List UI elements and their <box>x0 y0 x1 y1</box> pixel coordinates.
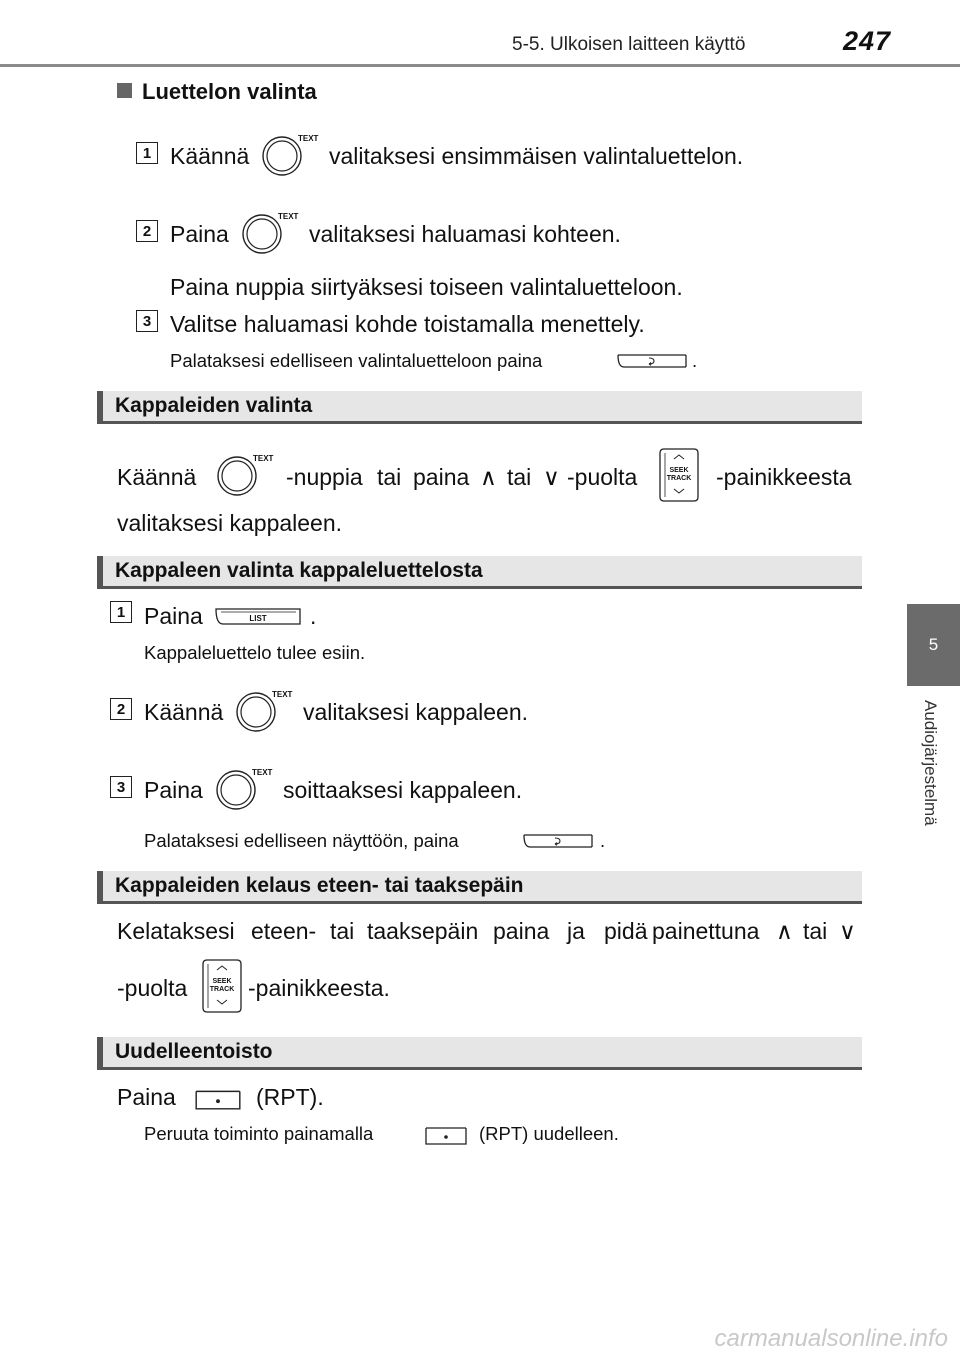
body-word: Kelataksesi <box>117 918 235 944</box>
step-end: . <box>310 603 317 629</box>
body-word: eteen- <box>251 918 317 944</box>
section-title: 5-5. Ulkoisen laitteen käyttö <box>512 34 746 55</box>
text-knob-icon <box>260 132 320 176</box>
text-knob-icon <box>215 452 275 496</box>
back-button-icon <box>522 832 594 850</box>
note-text: Peruuta toiminto painamalla <box>144 1123 374 1144</box>
body-word: -nuppia <box>286 464 363 490</box>
seek-track-button-icon <box>658 447 700 503</box>
note-end: . <box>692 350 698 371</box>
body-word: tai <box>803 918 828 944</box>
step-text: Paina <box>144 777 203 803</box>
watermark: carmanualsonline.info <box>714 1325 948 1352</box>
body-word: tai <box>507 464 532 490</box>
step-text: Käännä <box>144 699 224 725</box>
section-heading-song-select: Kappaleiden valinta <box>97 391 862 424</box>
list-label: LIST <box>249 614 267 623</box>
track-label: TRACK <box>666 475 692 482</box>
body-word: tai <box>377 464 402 490</box>
section-heading-repeat: Uudelleentoisto <box>97 1037 862 1070</box>
note-end: . <box>600 830 606 851</box>
step-text: Käännä <box>170 143 250 169</box>
text-knob-icon <box>234 688 294 732</box>
step-extra-text: Paina nuppia siirtyäksesi toiseen valintaluetteloon. <box>170 274 683 300</box>
body-word: Käännä <box>117 464 197 490</box>
body-word: -painikkeesta <box>716 464 852 490</box>
body-word: Paina <box>117 1084 176 1110</box>
step-number: 1 <box>136 142 158 164</box>
page-number: 247 <box>843 26 892 56</box>
down-symbol: ∨ <box>839 918 856 944</box>
step-number: 3 <box>136 310 158 332</box>
body-word: tai <box>330 918 355 944</box>
rpt-button-icon <box>424 1124 468 1146</box>
down-symbol: ∨ <box>543 464 560 490</box>
step-number: 3 <box>110 776 132 798</box>
step-text: Paina <box>170 221 229 247</box>
step-text: valitaksesi ensimmäisen valintaluettelon. <box>329 143 744 169</box>
back-button-icon <box>616 352 688 370</box>
heading-text: Luettelon valinta <box>142 79 317 104</box>
body-word: ja <box>567 918 585 944</box>
seek-track-button-icon <box>201 958 243 1014</box>
chapter-label: Audiojärjestelmä <box>921 700 940 826</box>
square-bullet-icon <box>117 83 132 98</box>
step-text: Valitse haluamasi kohde toistamalla menettely. <box>170 311 645 337</box>
note-text: Kappaleluettelo tulee esiin. <box>144 642 366 663</box>
note-text: Palataksesi edelliseen näyttöön, paina <box>144 830 459 851</box>
step-text: valitaksesi kappaleen. <box>303 699 529 725</box>
body-word: -painikkeesta. <box>248 975 390 1001</box>
body-word: paina <box>493 918 550 944</box>
note-text: (RPT) uudelleen. <box>479 1123 619 1144</box>
seek-label: SEEK <box>212 978 232 985</box>
note-text: Palataksesi edelliseen valintaluetteloon paina <box>170 350 543 371</box>
body-word: taaksepäin <box>367 918 479 944</box>
body-word: painettuna <box>652 918 760 944</box>
step-number: 2 <box>136 220 158 242</box>
body-word: pidä <box>604 918 648 944</box>
header-divider <box>0 64 960 67</box>
body-line: valitaksesi kappaleen. <box>117 510 343 536</box>
step-text: valitaksesi haluamasi kohteen. <box>309 221 621 247</box>
section-heading-list-select <box>117 79 317 105</box>
up-symbol: ∧ <box>480 464 497 490</box>
up-symbol: ∧ <box>776 918 793 944</box>
text-knob-icon <box>240 210 300 254</box>
list-button-icon <box>214 606 302 628</box>
body-word: -puolta <box>567 464 638 490</box>
step-text: Paina <box>144 603 203 629</box>
chapter-tab: 5 <box>907 604 960 686</box>
body-word: paina <box>413 464 470 490</box>
step-text: soittaaksesi kappaleen. <box>283 777 523 803</box>
step-number: 2 <box>110 698 132 720</box>
section-heading-fast-forward: Kappaleiden kelaus eteen- tai taaksepäin <box>97 871 862 904</box>
section-heading-song-list: Kappaleen valinta kappaleluettelosta <box>97 556 862 589</box>
body-word: (RPT). <box>256 1084 324 1110</box>
track-label: TRACK <box>209 986 235 993</box>
body-word: -puolta <box>117 975 188 1001</box>
text-knob-icon <box>214 766 274 810</box>
rpt-button-icon <box>194 1087 242 1111</box>
seek-label: SEEK <box>669 467 689 474</box>
step-number: 1 <box>110 601 132 623</box>
